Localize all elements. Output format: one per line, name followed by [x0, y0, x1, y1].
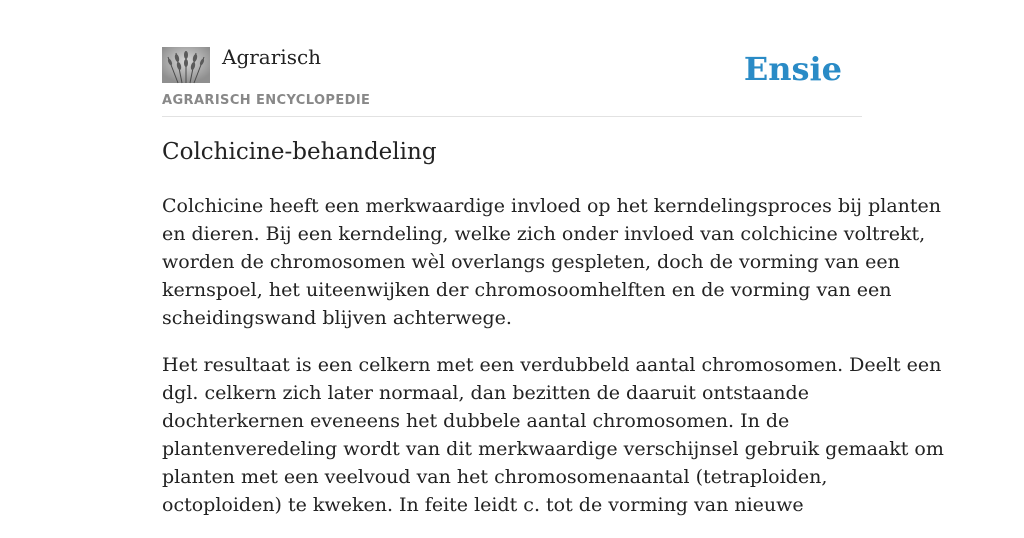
- text-line: Het resultaat is een celkern met een verdubbeld aantal chromosomen. Deelt een: [162, 354, 942, 376]
- text-line: worden de chromosomen wèl overlangs gespleten, doch de vorming van een: [162, 251, 900, 273]
- text-line: scheidingswand blijven achterwege.: [162, 307, 512, 329]
- text-line: Colchicine heeft een merkwaardige invloed op het kerndelingsproces bij planten: [162, 195, 942, 217]
- brand-name[interactable]: Agrarisch: [222, 45, 322, 69]
- text-line: dgl. celkern zich later normaal, dan bezitten de daaruit ontstaande: [162, 382, 809, 404]
- text-line: planten met een veelvoud van het chromosomenaantal (tetraploiden,: [162, 466, 828, 488]
- text-line: octoploiden) te kweken. In feite leidt c. tot de vorming van nieuwe: [162, 494, 804, 516]
- paragraph: [162, 192, 942, 332]
- wheat-grain-logo-icon[interactable]: [162, 47, 210, 83]
- article-body: [162, 192, 944, 538]
- page: [162, 0, 944, 516]
- text-line: dochterkernen eveneens het dubbele aantal chromosomen. In de: [162, 410, 790, 432]
- brand-subtitle: AGRARISCH ENCYCLOPEDIE: [162, 93, 371, 108]
- wheat-grain-logo-graphic: [162, 47, 210, 83]
- text-line: en dieren. Bij een kerndeling, welke zich onder invloed van colchicine voltrekt,: [162, 223, 926, 245]
- paragraph: [162, 351, 944, 519]
- header: [162, 0, 862, 117]
- text-line: kernspoel, het uiteenwijken der chromosoomhelften en de vorming van een: [162, 279, 892, 301]
- ensie-logo-link[interactable]: Ensie: [743, 50, 842, 88]
- text-line: plantenveredeling wordt van dit merkwaardige verschijnsel gebruik gemaakt om: [162, 438, 944, 460]
- page-title: Colchicine-behandeling: [162, 139, 437, 165]
